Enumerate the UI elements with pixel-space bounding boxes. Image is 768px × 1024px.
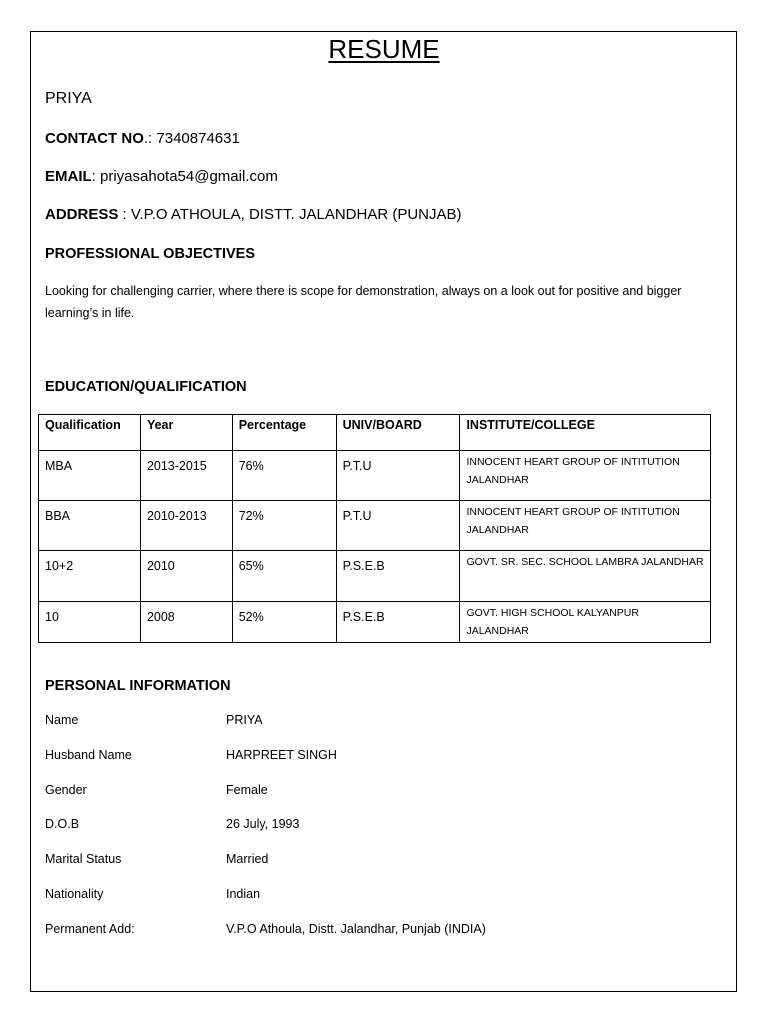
header-institute: INSTITUTE/COLLEGE — [460, 415, 711, 451]
personal-value: HARPREET SINGH — [226, 747, 337, 762]
table-row — [39, 451, 711, 501]
personal-label: Permanent Add: — [45, 921, 135, 936]
cell-institute: INNOCENT HEART GROUP OF INTITUTION JALANDHAR — [460, 501, 711, 551]
table-row — [39, 602, 711, 643]
header-year: Year — [140, 415, 232, 451]
header-percentage: Percentage — [232, 415, 336, 451]
email-line — [45, 167, 278, 187]
cell-institute: GOVT. SR. SEC. SCHOOL LAMBRA JALANDHAR — [460, 551, 711, 602]
cell-qualification: BBA — [39, 501, 141, 551]
address-line — [45, 205, 462, 225]
cell-year: 2008 — [140, 602, 232, 643]
cell-percentage: 52% — [232, 602, 336, 643]
personal-value: Married — [226, 852, 269, 867]
personal-label: Name — [45, 713, 79, 727]
cell-year: 2010 — [140, 551, 232, 602]
table-row — [39, 501, 711, 551]
personal-label: D.O.B — [45, 817, 80, 832]
candidate-name: PRIYA — [45, 90, 92, 107]
personal-label: Nationality — [45, 886, 104, 901]
personal-label: Gender — [45, 782, 87, 797]
contact-label: CONTACT NO — [45, 130, 144, 147]
header-qualification: Qualification — [39, 415, 141, 451]
resume-title: RESUME — [328, 34, 440, 64]
personal-label: Marital Status — [45, 852, 122, 867]
cell-qualification: MBA — [39, 451, 141, 501]
cell-percentage: 76% — [232, 451, 336, 501]
personal-value: V.P.O Athoula, Distt. Jalandhar, Punjab (INDIA) — [226, 921, 486, 936]
email-value: : priyasahota54@gmail.com — [91, 168, 278, 185]
personal-value: Indian — [226, 886, 261, 901]
cell-board: P.S.E.B — [336, 602, 460, 643]
personal-label: Husband Name — [45, 747, 132, 762]
objectives-text: Looking for challenging carrier, where there is scope for demonstration, always on a look out for positive and bigger learning’s in life. — [45, 284, 682, 320]
cell-board: P.T.U — [336, 451, 460, 501]
cell-qualification: 10 — [39, 602, 141, 643]
personal-value: Female — [226, 782, 268, 797]
cell-board: P.S.E.B — [336, 551, 460, 602]
cell-board: P.T.U — [336, 501, 460, 551]
personal-value: 26 July, 1993 — [226, 817, 300, 832]
education-header-row — [39, 415, 711, 451]
contact-line — [45, 129, 240, 149]
email-label: EMAIL — [45, 168, 92, 185]
cell-institute: GOVT. HIGH SCHOOL KALYANPUR JALANDHAR — [460, 602, 711, 643]
header-univ-board: UNIV/BOARD — [336, 415, 460, 451]
contact-value: .: 7340874631 — [143, 130, 240, 147]
cell-institute: INNOCENT HEART GROUP OF INTITUTION JALANDHAR — [460, 451, 711, 501]
education-table — [38, 414, 711, 643]
personal-value: PRIYA — [226, 713, 263, 727]
table-row — [39, 551, 711, 602]
cell-qualification: 10+2 — [39, 551, 141, 602]
cell-year: 2010-2013 — [140, 501, 232, 551]
objectives-heading: PROFESSIONAL OBJECTIVES — [45, 246, 256, 262]
address-value: : V.P.O ATHOULA, DISTT. JALANDHAR (PUNJAB) — [118, 206, 462, 223]
personal-heading: PERSONAL INFORMATION — [45, 678, 231, 694]
cell-percentage: 72% — [232, 501, 336, 551]
address-label: ADDRESS — [45, 206, 119, 223]
cell-year: 2013-2015 — [140, 451, 232, 501]
education-heading: EDUCATION/QUALIFICATION — [45, 379, 247, 395]
cell-percentage: 65% — [232, 551, 336, 602]
